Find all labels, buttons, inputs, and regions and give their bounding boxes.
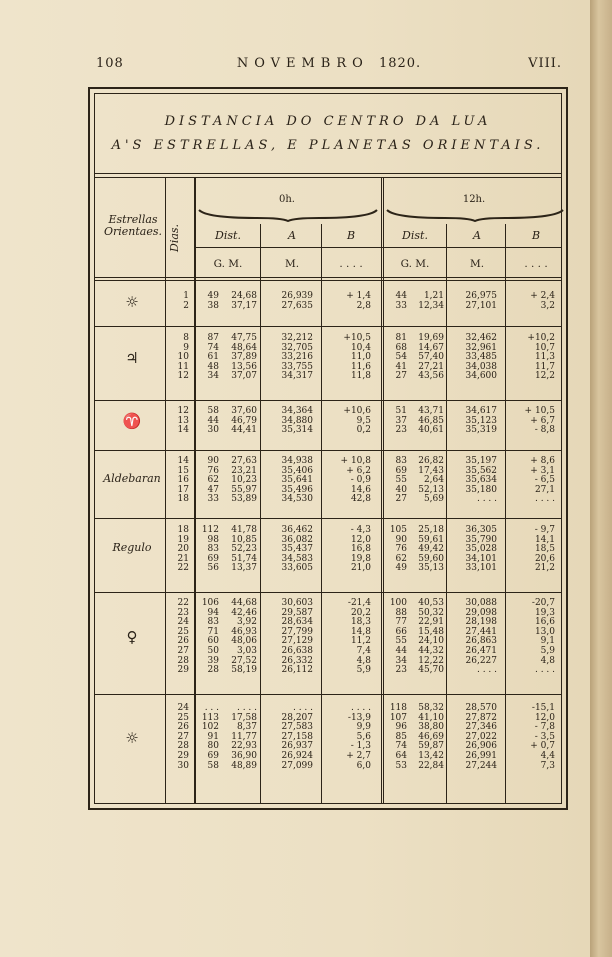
col-b0: - 4,3 12,0 16,8 19,8 21,0 — [350, 525, 371, 574]
group-separator — [95, 518, 561, 519]
col-g12: 100 88 77 66 55 44 34 23 — [389, 598, 407, 676]
col-days: 22 23 24 25 26 27 28 29 — [177, 598, 189, 676]
col-g0: 106 94 83 71 60 50 39 28 — [201, 598, 219, 676]
col-divider — [195, 177, 196, 803]
col-b12: -20,7 19,3 16,6 13,0 9,1 5,9 4,8 . . . . — [531, 598, 555, 676]
col-a12: 35,197 35,562 35,634 35,180 . . . . — [465, 456, 497, 505]
col-g0: 49 38 — [207, 291, 219, 311]
col-divider — [446, 224, 447, 803]
running-head — [96, 56, 562, 76]
units-gm-12h: G. M. — [400, 258, 430, 270]
col-b12: +10,2 10,7 11,3 11,7 12,2 — [527, 333, 555, 382]
stars-header: Estrellas Orientaes. — [103, 213, 163, 238]
group-separator — [95, 592, 561, 593]
group-separator — [95, 450, 561, 451]
units-gm-0h: G. M. — [213, 258, 243, 270]
col-g0: . . . 113 102 91 80 69 58 — [201, 703, 219, 771]
col-g12: 51 37 23 — [395, 406, 407, 436]
col-m12: 19,69 14,67 57,40 27,21 43,56 — [418, 333, 444, 382]
col-days: 18 19 20 21 22 — [177, 525, 189, 574]
brace-12h — [385, 208, 565, 222]
col-a12: 34,617 35,123 35,319 — [465, 406, 497, 436]
group-label: Aldebaran — [103, 472, 161, 485]
col-m0: 41,78 10,85 52,23 51,74 13,37 — [231, 525, 257, 574]
col-a0: 36,462 36,082 35,437 34,583 33,605 — [281, 525, 313, 574]
col-m0: 27,63 23,21 10,23 55,97 53,89 — [231, 456, 257, 505]
col-m0: . . . . 17,58 8,37 11,77 22,93 36,90 48,89 — [231, 703, 257, 771]
group-separator — [95, 400, 561, 401]
col-a0: 32,212 32,705 33,216 33,755 34,317 — [281, 333, 313, 382]
col-m0: 37,60 46,79 44,41 — [231, 406, 257, 436]
units-dots-12h: . . . . — [524, 258, 548, 270]
col-days: 8 9 10 11 12 — [177, 333, 189, 382]
group-label: ♈ — [122, 412, 142, 431]
col-g12: 44 33 — [395, 291, 407, 311]
b-header-12h: B — [531, 229, 541, 242]
running-title: NOVEMBRO 1820. — [236, 56, 422, 71]
col-a0: 34,364 34,880 35,314 — [281, 406, 313, 436]
group-label: ☼ — [125, 292, 139, 311]
col-b0: . . . . -13,9 9,9 5,6 - 1,3 + 2,7 6,0 — [346, 703, 371, 771]
col-a0: 26,939 27,635 — [281, 291, 313, 311]
col-b12: -15,1 12,0 - 7,8 - 3,5 + 0,7 4,4 7,3 — [530, 703, 555, 771]
col-m0: 47,75 48,64 37,89 13,56 37,07 — [231, 333, 257, 382]
table-title-line2: A'S ESTRELLAS, E PLANETAS ORIENTAIS. — [111, 138, 545, 153]
col-a12: 26,975 27,101 — [465, 291, 497, 311]
page-number: 108 — [96, 56, 124, 71]
col-g0: 87 74 61 48 34 — [207, 333, 219, 382]
col-divider — [383, 177, 384, 803]
b-header-0h: B — [346, 229, 356, 242]
a-header-0h: A — [288, 229, 296, 242]
col-b12: + 10,5 + 6,7 - 8,8 — [524, 406, 555, 436]
col-a12: 32,462 32,961 33,485 34,038 34,600 — [465, 333, 497, 382]
group-label: ♃ — [125, 349, 139, 367]
brace-0h — [197, 208, 379, 222]
section-number: VIII. — [528, 56, 562, 71]
col-g0: 58 44 30 — [207, 406, 219, 436]
col-days: 24 25 26 27 28 29 30 — [177, 703, 189, 771]
col-days: 12 13 14 — [177, 406, 189, 436]
col-divider — [505, 224, 506, 803]
col-divider — [381, 177, 382, 803]
col-b0: + 10,8 + 6,2 - 0,9 14,6 42,8 — [340, 456, 371, 505]
col-days: 1 2 — [183, 291, 189, 311]
table-title-line1: DISTANCIA DO CENTRO DA LUA — [164, 114, 492, 129]
col-b0: -21,4 20,2 18,3 14,8 11,2 7,4 4,8 5,9 — [347, 598, 371, 676]
col-b0: + 1,4 2,8 — [346, 291, 371, 311]
units-m-12h: M. — [469, 258, 485, 270]
col-g12: 83 69 55 40 27 — [395, 456, 407, 505]
group-separator — [95, 694, 561, 695]
units-m-0h: M. — [284, 258, 300, 270]
col-g12: 118 107 96 85 74 64 53 — [389, 703, 407, 771]
col-a0: . . . . 28,207 27,583 27,158 26,937 26,924 27,099 — [281, 703, 313, 771]
col-divider — [260, 224, 261, 803]
group-label: ☼ — [125, 728, 139, 747]
col-b12: - 9,7 14,1 18,5 20,6 21,2 — [534, 525, 555, 574]
col-g0: 90 76 62 47 33 — [207, 456, 219, 505]
col-b12: + 8,6 + 3,1 - 6,5 27,1 . . . . — [530, 456, 555, 505]
col-g12: 81 68 54 41 27 — [395, 333, 407, 382]
col-a0: 30,603 29,587 28,634 27,799 27,129 26,638 26,332 26,112 — [281, 598, 313, 676]
dist-header-12h: Dist. — [402, 229, 428, 242]
units-dots-0h: . . . . — [339, 258, 363, 270]
col-m12: 25,18 59,61 49,42 59,60 35,13 — [418, 525, 444, 574]
time-0-header: 0h. — [279, 194, 295, 205]
group-label: ♀ — [126, 628, 138, 647]
col-a12: 28,570 27,872 27,346 27,022 26,906 26,991 27,244 — [465, 703, 497, 771]
col-m12: 43,71 46,85 40,61 — [418, 406, 444, 436]
col-a0: 34,938 35,406 35,641 35,496 34,530 — [281, 456, 313, 505]
col-divider — [321, 224, 322, 803]
col-m12: 58,32 41,10 38,80 46,69 59,87 13,42 22,84 — [418, 703, 444, 771]
table-inner-frame — [94, 93, 562, 804]
col-g12: 105 90 76 62 49 — [389, 525, 407, 574]
col-m0: 44,68 42,46 3,92 46,93 48,06 3,03 27,52 58,19 — [231, 598, 257, 676]
col-m0: 24,68 37,17 — [231, 291, 257, 311]
col-b12: + 2,4 3,2 — [530, 291, 555, 311]
book-spine — [590, 0, 612, 957]
time-12-header: 12h. — [462, 194, 486, 205]
col-a12: 36,305 35,790 35,028 34,101 33,101 — [465, 525, 497, 574]
col-days: 14 15 16 17 18 — [177, 456, 189, 505]
days-header: Dias. — [168, 223, 181, 253]
col-a12: 30,088 29,098 28,198 27,441 26,863 26,471 26,227 . . . . — [465, 598, 497, 676]
col-m12: 1,21 12,34 — [418, 291, 444, 311]
col-m12: 26,82 17,43 2,64 52,13 5,69 — [418, 456, 444, 505]
col-g0: 112 98 83 69 56 — [201, 525, 219, 574]
group-label: Regulo — [112, 541, 152, 554]
col-m12: 40,53 50,32 22,91 15,48 24,10 44,32 12,22 45,70 — [418, 598, 444, 676]
group-separator — [95, 326, 561, 327]
col-divider — [165, 177, 166, 803]
subheader-rule — [195, 247, 561, 248]
table-frame — [88, 87, 568, 810]
col-b0: +10,6 9,5 0,2 — [343, 406, 371, 436]
dist-header-0h: Dist. — [215, 229, 241, 242]
col-b0: +10,5 10,4 11,0 11,6 11,8 — [343, 333, 371, 382]
title-rule — [95, 173, 561, 174]
a-header-12h: A — [473, 229, 481, 242]
